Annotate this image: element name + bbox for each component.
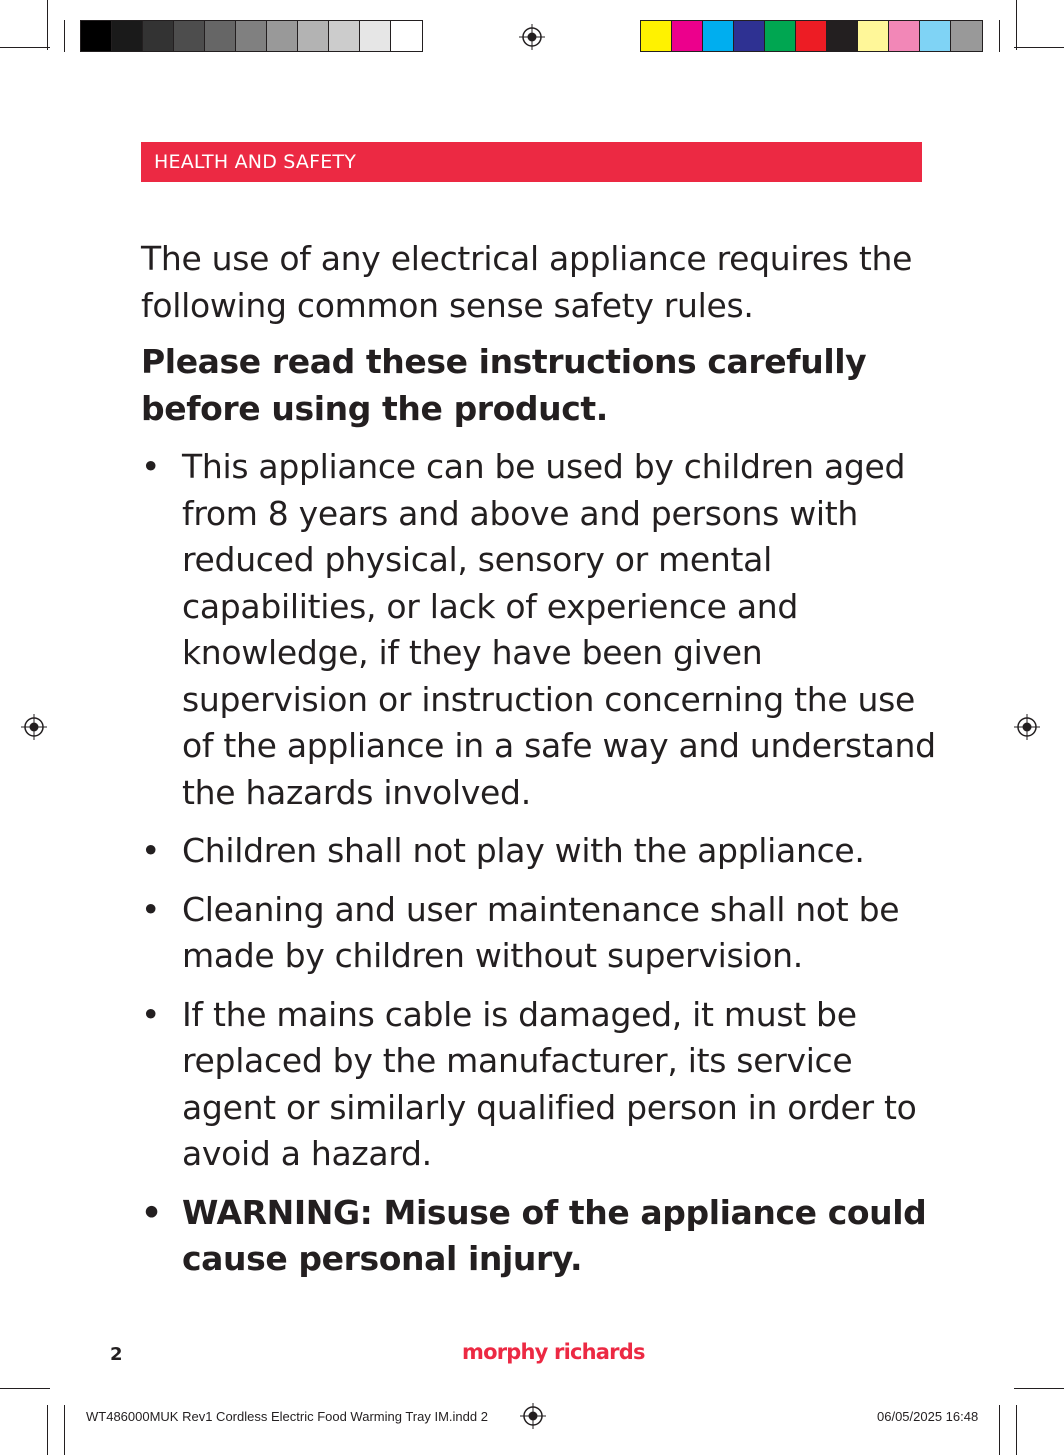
colour-swatch — [734, 21, 765, 51]
colour-swatch — [951, 21, 982, 51]
colour-swatch — [827, 21, 858, 51]
crop-mark — [1014, 47, 1064, 48]
colour-swatch — [796, 21, 827, 51]
rule-text: Cleaning and user maintenance shall not be made by children without supervision. — [182, 889, 900, 975]
slug-line — [64, 1405, 65, 1455]
slug-date: 06/05/2025 16:48 — [877, 1409, 979, 1424]
rule-text: If the mains cable is damaged, it must be replaced by the manufacturer, its service agent or similarly qualified person in order to avoid a hazard. — [182, 994, 917, 1173]
slug-line — [999, 1405, 1000, 1455]
rule-text: This appliance can be used by children aged from 8 years and above and persons with reduced physical, sensory or mental capabilities, or lack of experience and knowledge, if they have been given supervision or instruction concerning the use of the appliance in a safe way and understand the hazards involved. — [182, 447, 936, 812]
warning-item — [141, 1190, 941, 1283]
registration-mark-icon — [21, 714, 47, 740]
colour-swatch — [143, 21, 174, 51]
colour-swatch — [672, 21, 703, 51]
crop-mark — [1016, 0, 1017, 50]
colour-swatch — [205, 21, 236, 51]
slug-line — [64, 20, 65, 52]
colour-swatch — [174, 21, 205, 51]
cmyk-colour-bar — [640, 20, 983, 52]
safety-rules-list — [141, 444, 941, 1283]
colour-swatch — [858, 21, 889, 51]
list-item — [141, 444, 941, 816]
colour-swatch — [641, 21, 672, 51]
brand-logo: morphy richards — [462, 1340, 645, 1364]
colour-swatch — [920, 21, 951, 51]
colour-swatch — [329, 21, 360, 51]
bullet-icon: • — [141, 1192, 162, 1232]
grey-colour-bar — [80, 20, 423, 52]
rule-text: Children shall not play with the appliance. — [182, 831, 865, 870]
colour-swatch — [112, 21, 143, 51]
colour-swatch — [765, 21, 796, 51]
bullet-icon: • — [141, 994, 161, 1034]
crop-mark — [0, 47, 50, 48]
crop-mark — [0, 1388, 50, 1389]
colour-swatch — [703, 21, 734, 51]
bullet-icon: • — [141, 831, 161, 870]
bullet-icon: • — [141, 447, 161, 486]
lead-paragraph: Please read these instructions carefully before using the product. — [141, 342, 867, 428]
crop-mark — [1014, 1388, 1064, 1389]
crop-mark — [47, 0, 48, 50]
bullet-icon: • — [141, 889, 161, 929]
slug-filename: WT486000MUK Rev1 Cordless Electric Food Warming Tray IM.indd 2 — [86, 1409, 488, 1424]
colour-swatch — [889, 21, 920, 51]
registration-mark-icon — [1014, 714, 1040, 740]
colour-swatch — [391, 21, 422, 51]
colour-swatch — [360, 21, 391, 51]
list-item — [141, 992, 941, 1178]
slug-line — [999, 20, 1000, 52]
safety-content — [141, 236, 941, 1295]
colour-swatch — [298, 21, 329, 51]
list-item — [141, 887, 941, 980]
warning-text: WARNING: Misuse of the appliance could cause personal injury. — [182, 1192, 927, 1278]
page-number: 2 — [110, 1344, 123, 1365]
colour-swatch — [236, 21, 267, 51]
colour-swatch — [81, 21, 112, 51]
crop-mark — [47, 1405, 48, 1455]
crop-mark — [1016, 1405, 1017, 1455]
registration-mark-icon — [519, 24, 545, 50]
list-item — [141, 828, 941, 875]
registration-mark-icon — [520, 1403, 546, 1429]
colour-swatch — [267, 21, 298, 51]
intro-paragraph: The use of any electrical appliance requires the following common sense safety rules. — [141, 239, 913, 325]
section-header: HEALTH AND SAFETY — [141, 142, 922, 182]
